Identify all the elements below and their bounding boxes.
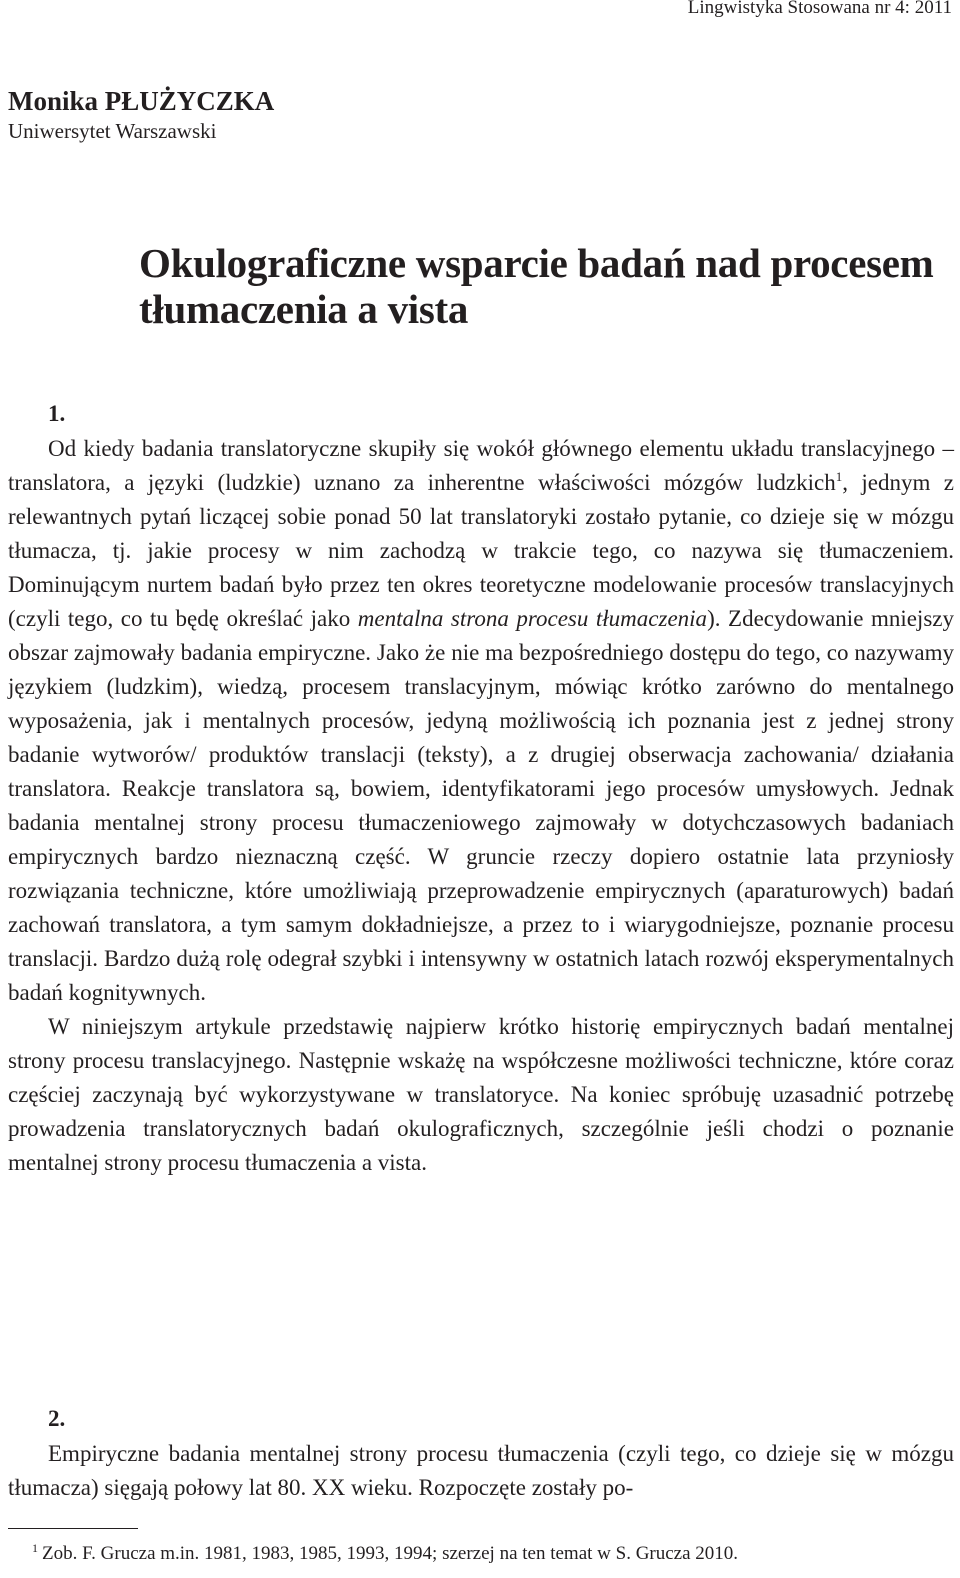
author-affiliation: Uniwersytet Warszawski bbox=[8, 119, 217, 143]
section-number-2: 2. bbox=[48, 1406, 66, 1431]
section-1-paragraph-2: W niniejszym artykule przedstawię najpierw krótko historię empirycznych badań mentalnej strony procesu translacyjnego. Następnie wskażę na współczesne możliwości techniczne, które coraz częściej zaczynają być wykorzystywane w translatoryce. Na koniec spróbuję uzasadnić potrzebę prowadzenia translatorycznych badań okulograficznych, szczególnie jeśli chodzi o poznanie mentalnej strony procesu tłumaczenia a vista. bbox=[8, 1014, 954, 1175]
footnote bbox=[32, 1540, 738, 1568]
paragraph-text: Od kiedy badania translatoryczne skupiły się wokół głównego elementu układu translacyjnego – translatora, a języki (ludzkie) uznano za inherentne właściwości mózgów ludzkich bbox=[8, 436, 954, 495]
section-2-paragraph-1: Empiryczne badania mentalnej strony procesu tłumaczenia (czyli tego, co dzieje się w mózgu tłumacza) sięgają połowy lat 80. XX wieku. Rozpoczęte zostały po- bbox=[8, 1441, 954, 1500]
footnote-divider bbox=[8, 1528, 138, 1529]
title-line-2: tłumaczenia a vista bbox=[139, 286, 469, 332]
section-1-body bbox=[8, 432, 954, 1180]
footnote-text: Zob. F. Grucza m.in. 1981, 1983, 1985, 1993, 1994; szerzej na ten temat w S. Grucza 2010. bbox=[42, 1543, 739, 1564]
section-number-1: 1. bbox=[48, 401, 66, 426]
footnote-number: 1 bbox=[32, 1541, 38, 1555]
section-2-body bbox=[8, 1437, 954, 1505]
italic-term: mentalna strona procesu tłumaczenia bbox=[357, 606, 708, 631]
section-1-paragraph-1 bbox=[8, 432, 954, 1010]
author-name: Monika PŁUŻYCZKA bbox=[8, 86, 275, 116]
article-title bbox=[139, 240, 960, 332]
paragraph-text: ). Zdecydowanie mniejszy obszar zajmowały badania empiryczne. Jako że nie ma bezpośredniego dostępu do tego, co nazywamy językiem (ludzkim), wiedzą, procesem translacyjnym, mówiąc krótko zarówno do mentalnego wyposażenia, jak i mentalnych procesów, jedyną możliwością ich poznania jest z jednej strony badanie wytworów/ produktów translacji (teksty), a z drugiej obserwacja zachowania/ działania translatora. Reakcje translatora są, bowiem, identyfikatorami jego procesów umysłowych. Jednak badania mentalnej strony procesu tłumaczeniowego zajmowały w dotychczasowych badaniach empirycznych bardzo nieznaczną część. W gruncie rzeczy dopiero ostatnie lata przyniosły rozwiązania techniczne, które umożliwiają przeprowadzenie empirycznych (aparaturowych) badań zachowań translatora, a tym samym dokładniejsze, a przez to i wiarygodniejsze, poznanie procesu translacji. Bardzo dużą rolę odegrał szybki i intensywny w ostatnich latach rozwój eksperymentalnych badań kognitywnych. bbox=[8, 606, 954, 1005]
footnote-reference[interactable]: 1 bbox=[835, 469, 843, 484]
paragraph-text: , jednym z relewantnych pytań liczącej sobie ponad 50 lat translatoryki zostało pytanie, co dzieje się w mózgu tłumacza, tj. jakie procesy w nim zachodzą w trakcie tego, co nazywa się tłumaczeniem. Dominującym nurtem badań było przez ten okres teoretyczne modelowanie procesów translacyjnych (czyli tego, co tu będę określać jako bbox=[8, 470, 954, 631]
title-line-1: Okulograficzne wsparcie badań nad procesem bbox=[139, 240, 934, 286]
running-header: Lingwistyka Stosowana nr 4: 2011 bbox=[687, 0, 952, 18]
